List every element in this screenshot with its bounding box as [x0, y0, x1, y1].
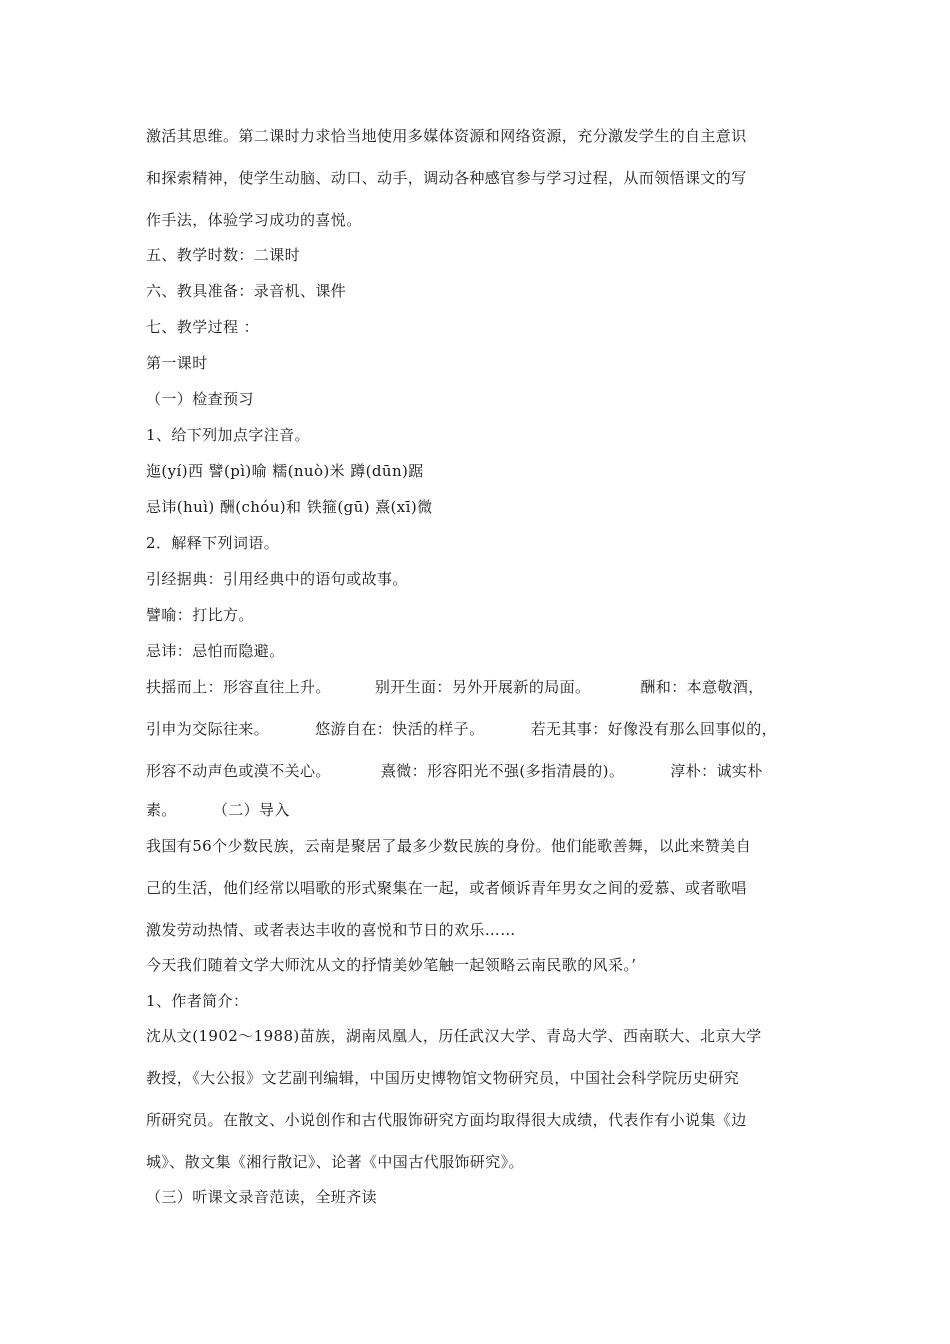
author-line-2: 教授，《大公报》文艺副刊编辑，中国历史博物馆文物研究员，中国社会科学院历史研究	[146, 1069, 740, 1087]
definition-youyou: 悠游自在：快活的样子。	[315, 720, 485, 738]
intro2-line-1: 我国有56个少数民族，云南是聚居了最多少数民族的身份。他们能歌善舞，以此来赞美自	[146, 837, 752, 855]
part-3-heading: （三）听课文录音范读，全班齐读	[146, 1188, 378, 1206]
definition-chouhe-cont: 引申为交际往来。	[146, 720, 270, 738]
definitions-row-3	[146, 761, 763, 781]
intro2-line-3: 激发劳动热情、或者表达丰收的喜悦和节日的欢乐……	[146, 921, 516, 939]
section-7-heading: 七、教学过程 ：	[146, 318, 259, 336]
lesson-1-heading: 第一课时	[146, 354, 208, 372]
author-line-1: 沈从文(1902～1988)苗族，湖南凤凰人，历任武汉大学、青岛大学、西南联大、北京大学	[146, 1027, 762, 1045]
part-2-heading: （二）导入	[212, 801, 290, 819]
definition-xiwei: 熹微：形容阳光不强(多指清晨的)。	[380, 762, 625, 780]
definition-1: 引经据典：引用经典中的语句或故事。	[146, 570, 408, 588]
pinyin-line-1: 迤(yí)西 譬(pì)喻 糯(nuò)米 蹲(dūn)踞	[146, 462, 424, 480]
definition-3: 忌讳：忌怕而隐避。	[146, 642, 285, 660]
definition-biekai: 别开生面：另外开展新的局面。	[374, 678, 591, 696]
author-line-3: 所研究员。在散文、小说创作和古代服饰研究方面均取得很大成绩，代表作有小说集《边	[146, 1111, 747, 1129]
intro2-line-4: 今天我们随着文学大师沈从文的抒情美妙笔触一起领略云南民歌的风采。’	[146, 956, 637, 974]
definition-chouhe: 酬和：本意敬酒，	[640, 678, 764, 696]
author-line-4: 城》、散文集《湘行散记》、论著《中国古代服饰研究》。	[146, 1153, 524, 1171]
intro-line-1: 激活其思维。第二课时力求恰当地使用多媒体资源和网络资源，充分激发学生的自主意识	[146, 127, 747, 145]
definitions-row-2	[146, 719, 777, 739]
definitions-row-1	[146, 677, 764, 697]
definition-chunpu-cont: 素。	[146, 801, 177, 819]
section-6-heading: 六、教具准备：录音机、课件	[146, 282, 347, 300]
part-1-heading: （一）检查预习	[146, 390, 254, 408]
definitions-row-4	[146, 800, 290, 820]
pinyin-line-2: 忌讳(huì) 酬(chóu)和 铁箍(gū) 熹(xī)微	[146, 498, 433, 516]
definition-fuyao: 扶摇而上：形容直往上升。	[146, 678, 331, 696]
definition-chunpu: 淳朴：诚实朴	[670, 762, 763, 780]
definition-2: 譬喻：打比方。	[146, 606, 254, 624]
question-1-title: 1、给下列加点字注音。	[146, 426, 310, 444]
definition-ruowu: 若无其事：好像没有那么回事似的，	[530, 720, 778, 738]
intro-line-2: 和探索精神，使学生动脑、动口、动手，调动各种感官参与学习过程，从而领悟课文的写	[146, 169, 747, 187]
intro2-line-2: 己的生活，他们经常以唱歌的形式聚集在一起，或者倾诉青年男女之间的爱慕、或者歌唱	[146, 879, 747, 897]
section-5-heading: 五、教学时数：二课时	[146, 246, 301, 264]
intro-line-3: 作手法，体验学习成功的喜悦。	[146, 211, 362, 229]
definition-ruowu-cont: 形容不动声色或漠不关心。	[146, 762, 331, 780]
question-2-title: 2．解释下列词语。	[146, 534, 280, 552]
author-title: 1、作者简介：	[146, 992, 249, 1010]
